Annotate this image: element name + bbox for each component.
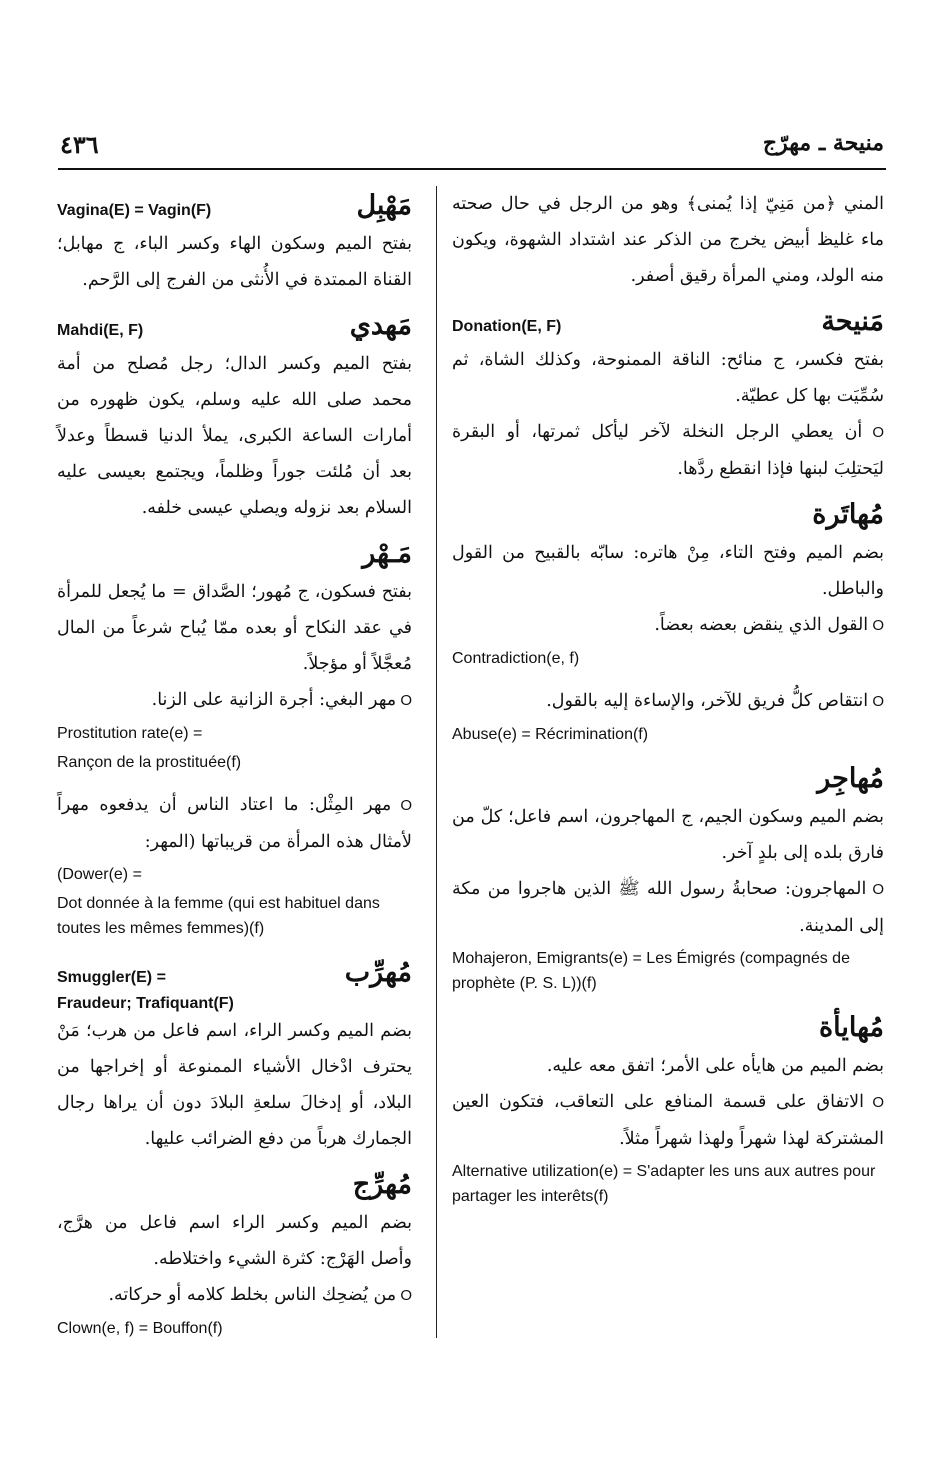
left-column bbox=[57, 186, 412, 1345]
definition-text: بضم الميم وكسر الراء، اسم فاعل من هرب؛ مَنْ يحترف ادْخال الأشياء الممنوعة أو إخراجها من البلاد، أو إدخالَ سلعةِ البلادَ دون أن يراها رجال الجمارك هرباً من دفع الضرائب عليها. bbox=[57, 1021, 412, 1149]
entry-head bbox=[57, 306, 412, 346]
entry-spacer bbox=[452, 675, 884, 683]
entry-term: Donation(E, F) bbox=[452, 318, 562, 335]
dictionary-entry bbox=[452, 683, 884, 747]
page-number: ٤٣٦ bbox=[60, 130, 99, 159]
entry-term: Vagina(E) = Vagin(F) bbox=[57, 202, 212, 219]
sense-line: O من يُضحِك الناس بخلط كلامه أو حركاته. bbox=[57, 1277, 412, 1314]
definition-text: بفتح الميم وسكون الهاء وكسر الباء، ج مهابل؛ القناة الممتدة في الأُنثى من الفرج إلى الرَّحم. bbox=[57, 234, 412, 290]
dictionary-entry bbox=[452, 1008, 884, 1209]
definition-text: بضم الميم من هايأه على الأمر؛ اتفق معه عليه. bbox=[546, 1056, 884, 1076]
entry-headword: مَنيحة bbox=[821, 306, 884, 337]
dictionary-entry bbox=[57, 186, 412, 298]
entry-head bbox=[452, 302, 884, 342]
entry-head bbox=[57, 953, 412, 993]
entry-term-continued: Fraudeur; Trafiquant(F) bbox=[57, 995, 234, 1012]
entry-term-line bbox=[57, 993, 412, 1013]
foreign-equivalent: Abuse(e) = Récrimination(f) bbox=[452, 726, 649, 743]
entry-headword: مَهْبِل bbox=[356, 190, 412, 221]
foreign-equivalent: Contradiction(e, f) bbox=[452, 650, 580, 667]
definition-text: بفتح الميم وكسر الدال؛ رجل مُصلح من أمة محمد صلى الله عليه وسلم، يكون ظهوره من أمارات الساعة الكبرى، يملأ الدنيا قسطاً وعدلاً بعد أن مُلئت جوراً وظلماً، ويجتمع بعيسى عليه السلام بعد نزوله ويصلي عيسى خلفه. bbox=[57, 354, 412, 518]
definition-text: بضم الميم وسكون الجيم، ج المهاجرون، اسم فاعل؛ كلّ من فارق بلده إلى بلدٍ آخر. bbox=[452, 807, 884, 863]
entry-spacer bbox=[57, 945, 412, 953]
sense-line: O المهاجرون: صحابةُ رسول الله ﷺ الذين هاجروا من مكة إلى المدينة. bbox=[452, 871, 884, 944]
right-column bbox=[452, 186, 884, 1213]
definition-text: المني ﴿من مَنِيّ إذا يُمنى﴾ وهو من الرجل في حال صحته ماء غليظ أبيض يخرج من الذكر عند اشتداد الشهوة، ويكون منه الولد، ومني المرأة رقيق أصفر. bbox=[452, 194, 884, 286]
entry-headword: مُهاجِر bbox=[817, 763, 884, 794]
entry-spacer bbox=[57, 526, 412, 534]
foreign-equivalent: Dot donnée à la femme (qui est habituel dans toutes les mêmes femmes)(f) bbox=[57, 895, 380, 937]
dictionary-entry bbox=[452, 495, 884, 671]
sense-line: O مهر البغي: أجرة الزانية على الزنا. bbox=[57, 682, 412, 719]
entry-head bbox=[57, 534, 412, 574]
definition-text: بضم الميم وكسر الراء اسم فاعل من هرَّج، وأصل الهَرْج: كثرة الشيء واختلاطه. bbox=[57, 1213, 412, 1269]
dictionary-entry bbox=[452, 759, 884, 996]
foreign-equivalent: (Dower(e) = bbox=[57, 866, 142, 883]
sense-line: O انتقاص كلُّ فريق للآخر، والإساءة إليه بالقول. bbox=[452, 683, 884, 720]
entry-spacer bbox=[452, 751, 884, 759]
sense-line: O القول الذي ينقض بعضه بعضاً. bbox=[452, 607, 884, 644]
dictionary-entry bbox=[57, 534, 412, 775]
entry-headword: مَهدي bbox=[349, 310, 412, 341]
definition-text: بفتح فسكون، ج مُهور؛ الصَّداق = ما يُجعل للمرأة في عقد النكاح أو بعده ممّا يُباح شرعاً من المال مُعجَّلاً أو مؤجلاً. bbox=[57, 582, 412, 674]
page-header bbox=[60, 126, 884, 166]
dictionary-entry bbox=[57, 1165, 412, 1341]
entry-spacer bbox=[452, 294, 884, 302]
entry-headword: مَـهْر bbox=[362, 538, 412, 569]
entry-headword: مُهايأة bbox=[818, 1012, 884, 1043]
foreign-equivalent: Rançon de la prostituée(f) bbox=[57, 754, 242, 771]
entry-head bbox=[452, 495, 884, 535]
entry-term: Mahdi(E, F) bbox=[57, 322, 144, 339]
foreign-equivalent: Alternative utilization(e) = S'adapter les uns aux autres pour partager les interêts(f) bbox=[452, 1163, 876, 1205]
dictionary-entry bbox=[57, 306, 412, 526]
entry-term: Smuggler(E) = bbox=[57, 969, 166, 986]
sense-line: O الاتفاق على قسمة المنافع على التعاقب، فتكون العين المشتركة لهذا شهراً ولهذا شهراً مثلاً. bbox=[452, 1084, 884, 1157]
entry-spacer bbox=[57, 1157, 412, 1165]
entry-spacer bbox=[57, 298, 412, 306]
entry-head bbox=[452, 1008, 884, 1048]
foreign-equivalent: Mohajeron, Emigrants(e) = Les Émigrés (compagnés de prophète (P. S. L))(f) bbox=[452, 950, 850, 992]
entry-spacer bbox=[452, 1000, 884, 1008]
dictionary-entry bbox=[57, 953, 412, 1157]
entry-spacer bbox=[57, 779, 412, 787]
entry-headword: مُهرِّب bbox=[344, 957, 412, 988]
sense-line: O أن يعطي الرجل النخلة لآخر ليأكل ثمرتها، أو البقرة ليَحتلِبَ لبنها فإذا انقطع ردَّها. bbox=[452, 414, 884, 487]
definition-text: بضم الميم وفتح التاء، مِنْ هاتره: سابّه بالقبيح من القول والباطل. bbox=[452, 543, 884, 599]
column-divider bbox=[436, 186, 437, 1338]
entry-head bbox=[57, 186, 412, 226]
definition-text: بفتح فكسر، ج منائح: الناقة الممنوحة، وكذلك الشاة، ثم سُمِّيَت بها كل عطيّة. bbox=[452, 350, 884, 406]
entry-spacer bbox=[452, 487, 884, 495]
header-rule bbox=[58, 168, 886, 170]
entry-headword: مُهرِّج bbox=[352, 1169, 412, 1200]
entry-head bbox=[452, 759, 884, 799]
foreign-equivalent: Clown(e, f) = Bouffon(f) bbox=[57, 1320, 223, 1337]
dictionary-entry bbox=[452, 186, 884, 294]
entry-head bbox=[57, 1165, 412, 1205]
sense-line: O مهر المِثْل: ما اعتاد الناس أن يدفعوه مهراً لأمثال هذه المرأة من قريباتها (المهر: bbox=[57, 787, 412, 860]
entry-headword: مُهاتَرة bbox=[812, 499, 884, 530]
dictionary-entry bbox=[57, 787, 412, 941]
dictionary-entry bbox=[452, 302, 884, 487]
foreign-equivalent: Prostitution rate(e) = bbox=[57, 725, 203, 742]
running-title: منيحة ـ مهرّج bbox=[762, 130, 884, 156]
